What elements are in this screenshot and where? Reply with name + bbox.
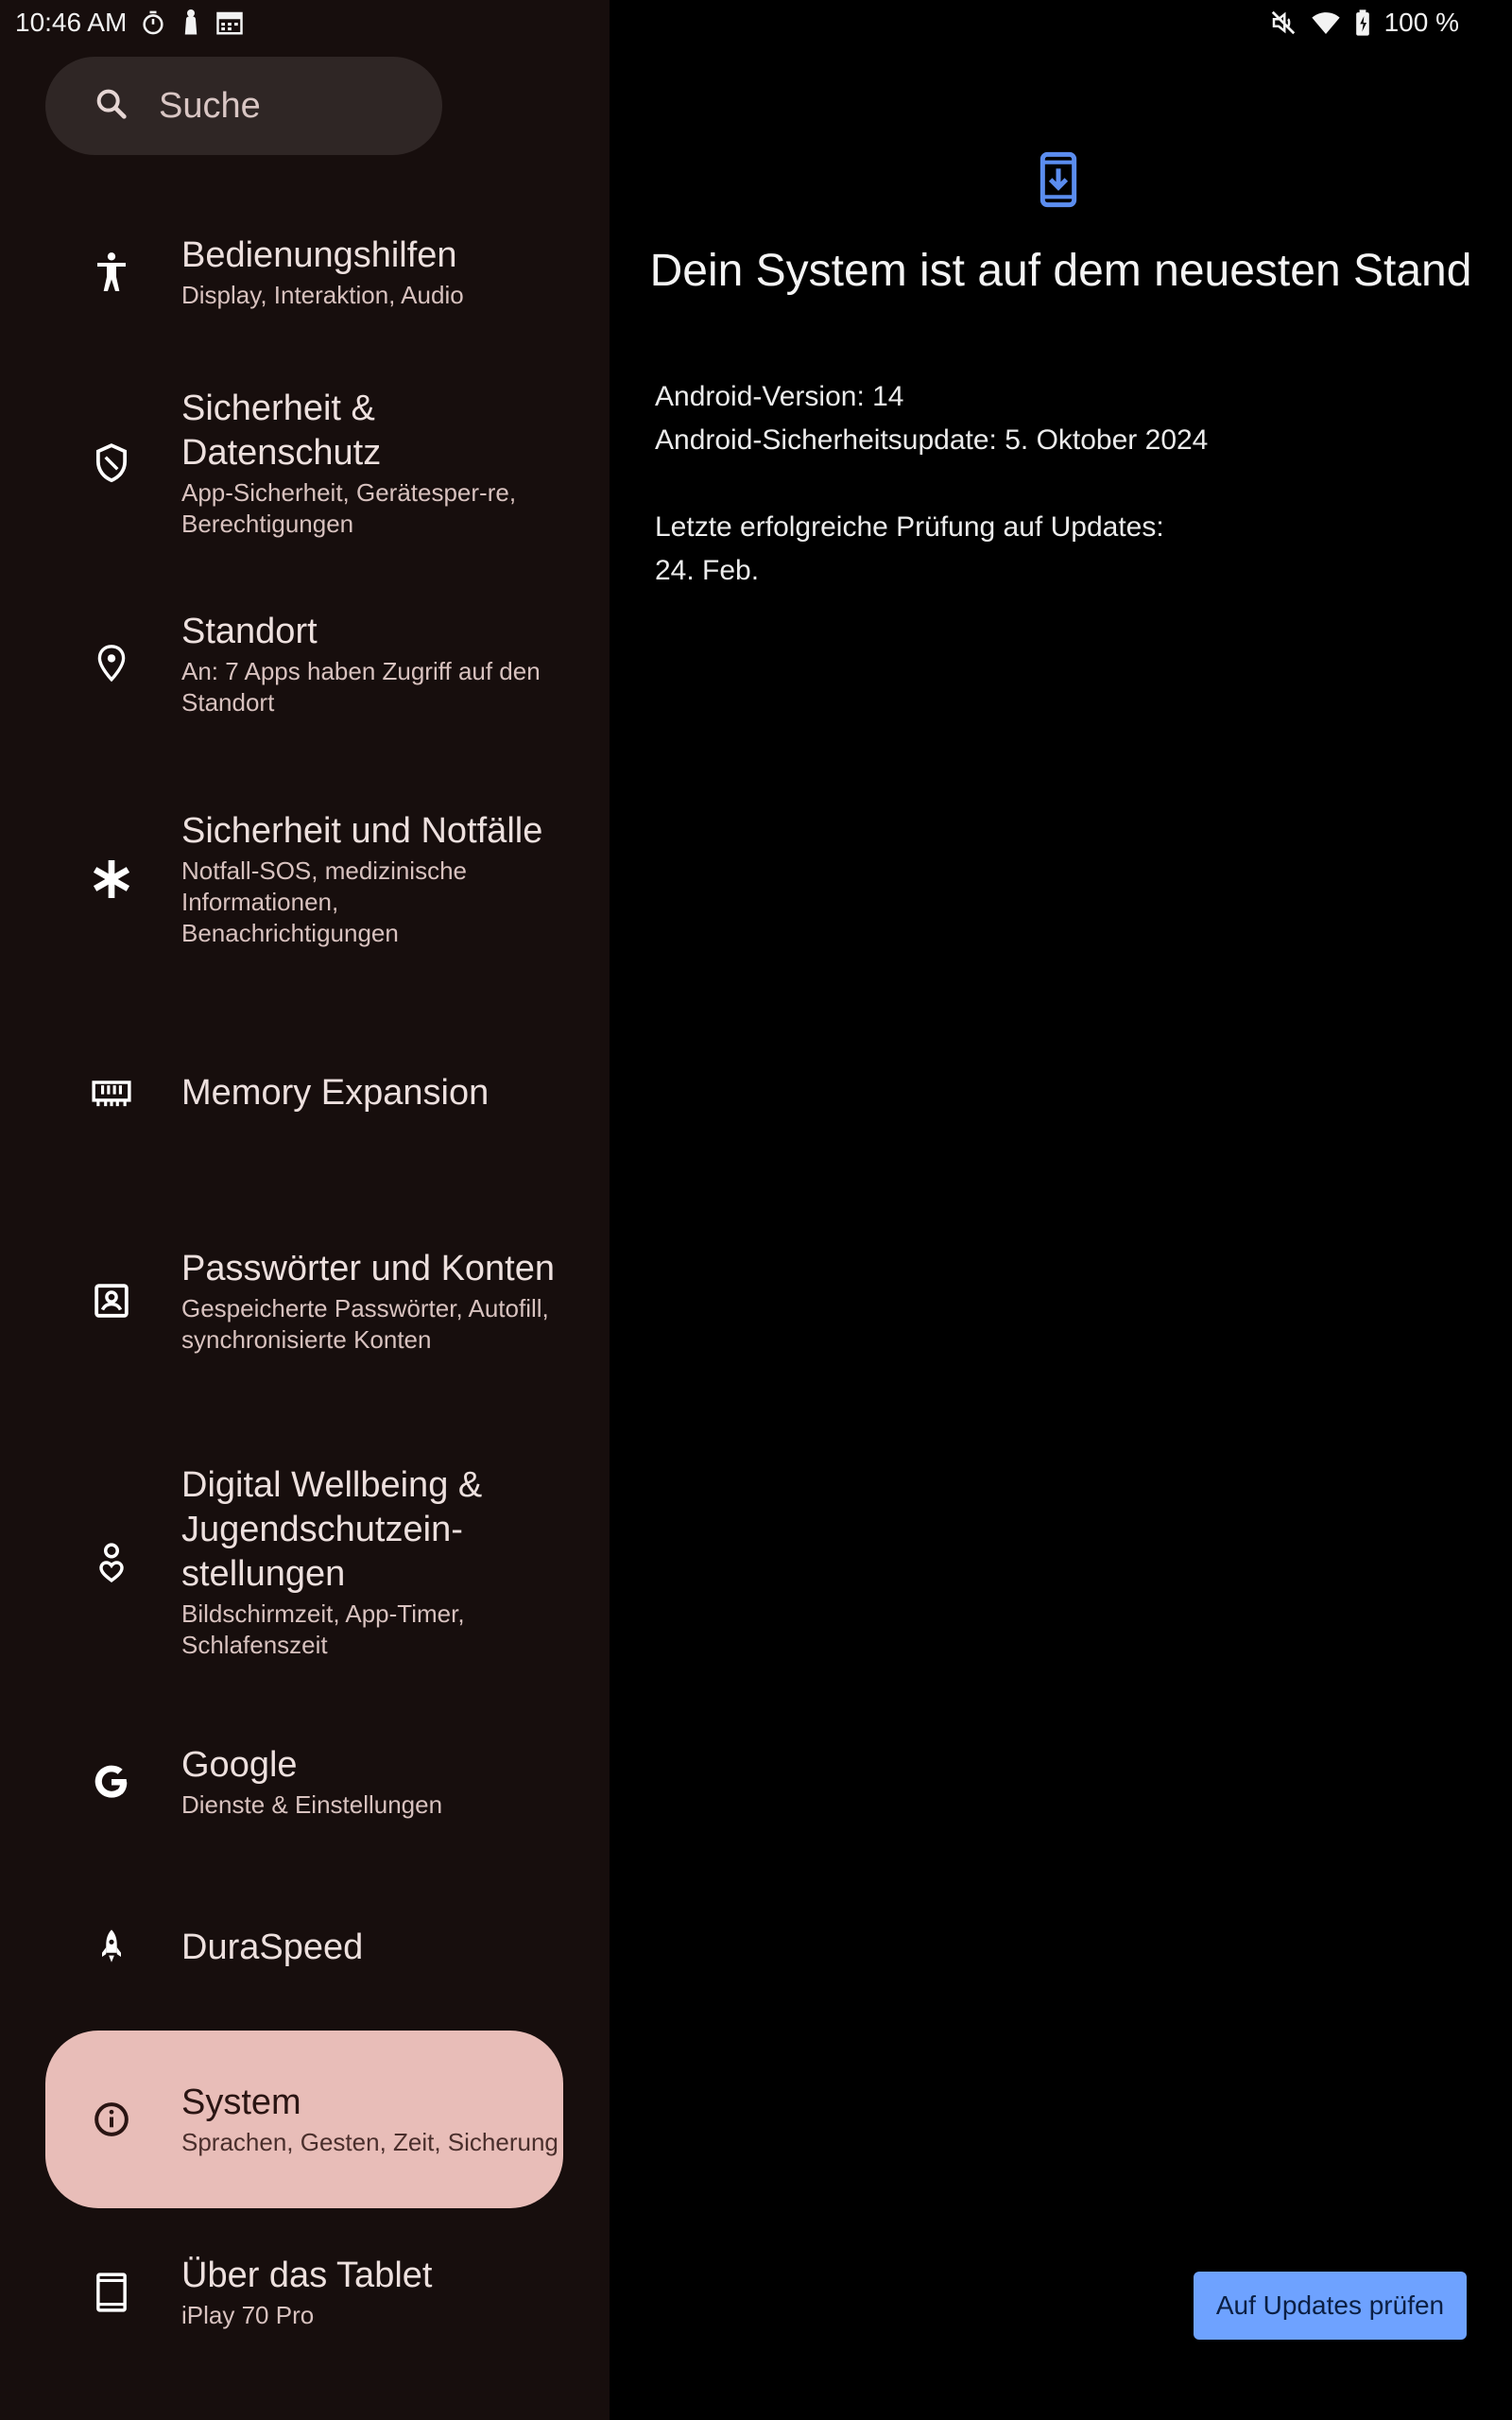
menu-item-title: Passwörter und Konten bbox=[181, 1248, 556, 1288]
rocket-icon bbox=[91, 1927, 132, 1968]
menu-item-subtitle: Notfall-SOS, medizinische Informationen, Benachrichtigungen bbox=[181, 856, 467, 947]
wifi-icon bbox=[1311, 9, 1341, 36]
android-version: Android-Version: 14 bbox=[655, 381, 904, 412]
search-icon bbox=[93, 85, 130, 128]
menu-item-accessibility[interactable] bbox=[45, 216, 563, 329]
check-updates-button[interactable]: Auf Updates prüfen bbox=[1194, 2272, 1467, 2340]
search-label: Suche bbox=[159, 85, 261, 126]
menu-item-subtitle: Sprachen, Gesten, Zeit, Sicherung bbox=[181, 2128, 558, 2156]
last-check-label: Letzte erfolgreiche Prüfung auf Updates: bbox=[655, 511, 1164, 543]
accessibility-icon bbox=[91, 251, 132, 293]
menu-item-title: DuraSpeed bbox=[181, 1927, 364, 1967]
menu-item-subtitle: Gespeicherte Passwörter, Autofill, synchronisierte Konten bbox=[181, 1293, 549, 1354]
menu-item-subtitle: Dienste & Einstellungen bbox=[181, 1790, 443, 1819]
person-icon bbox=[180, 9, 202, 37]
status-bar bbox=[0, 0, 1512, 47]
settings-sidebar bbox=[0, 0, 610, 2420]
menu-item-security-privacy[interactable] bbox=[45, 378, 563, 548]
menu-item-subtitle: Display, Interaktion, Audio bbox=[181, 281, 464, 309]
menu-item-about-tablet[interactable] bbox=[45, 2240, 563, 2344]
menu-item-duraspeed[interactable] bbox=[45, 1900, 563, 1995]
page-title: Dein System ist auf dem neuesten Stand bbox=[649, 246, 1472, 296]
battery-level: 100 % bbox=[1383, 8, 1459, 37]
search-bar[interactable] bbox=[45, 57, 442, 155]
menu-item-title: System bbox=[181, 2083, 301, 2122]
menu-item-safety-emergency[interactable] bbox=[45, 785, 563, 974]
info-icon bbox=[91, 2099, 132, 2140]
wellbeing-icon bbox=[91, 1542, 132, 1583]
menu-item-subtitle: App-Sicherheit, Gerätesper-re, Berechtigungen bbox=[181, 478, 517, 538]
menu-item-system[interactable] bbox=[45, 2031, 563, 2208]
menu-item-location[interactable] bbox=[45, 605, 563, 722]
menu-item-title: Standort bbox=[181, 611, 318, 651]
menu-item-google[interactable] bbox=[45, 1730, 563, 1834]
menu-item-title: Digital Wellbeing & Jugendschutzein-stellungen bbox=[181, 1465, 483, 1594]
system-update-pane bbox=[610, 0, 1512, 2420]
mute-icon bbox=[1269, 9, 1297, 37]
asterisk-icon bbox=[91, 858, 132, 900]
shield-icon bbox=[91, 442, 132, 484]
menu-item-passwords-accounts[interactable] bbox=[45, 1206, 563, 1395]
menu-item-title: Sicherheit & Datenschutz bbox=[181, 389, 382, 473]
google-icon bbox=[91, 1761, 132, 1803]
menu-item-title: Google bbox=[181, 1745, 298, 1785]
timer-icon bbox=[140, 9, 166, 36]
battery-icon bbox=[1354, 9, 1371, 37]
security-update: Android-Sicherheitsupdate: 5. Oktober 2024 bbox=[655, 424, 1209, 456]
last-check-date: 24. Feb. bbox=[655, 555, 760, 586]
menu-item-subtitle: An: 7 Apps haben Zugriff auf den Standort bbox=[181, 656, 541, 717]
menu-item-digital-wellbeing[interactable] bbox=[45, 1461, 563, 1664]
menu-item-subtitle: Bildschirmzeit, App-Timer, Schlafenszeit bbox=[181, 1599, 465, 1659]
menu-item-subtitle: iPlay 70 Pro bbox=[181, 2301, 315, 2329]
memory-icon bbox=[91, 1072, 132, 1114]
system-update-icon bbox=[1040, 151, 1077, 213]
menu-item-title: Bedienungshilfen bbox=[181, 235, 457, 275]
menu-item-memory-expansion[interactable] bbox=[45, 1046, 563, 1140]
menu-item-title: Sicherheit und Notfälle bbox=[181, 811, 543, 851]
menu-item-title: Memory Expansion bbox=[181, 1072, 490, 1113]
account-box-icon bbox=[91, 1280, 132, 1322]
menu-item-title: Über das Tablet bbox=[181, 2256, 433, 2295]
tablet-icon bbox=[91, 2272, 132, 2313]
location-pin-icon bbox=[91, 643, 132, 684]
clock: 10:46 AM bbox=[15, 8, 128, 37]
calendar-icon bbox=[215, 9, 244, 36]
